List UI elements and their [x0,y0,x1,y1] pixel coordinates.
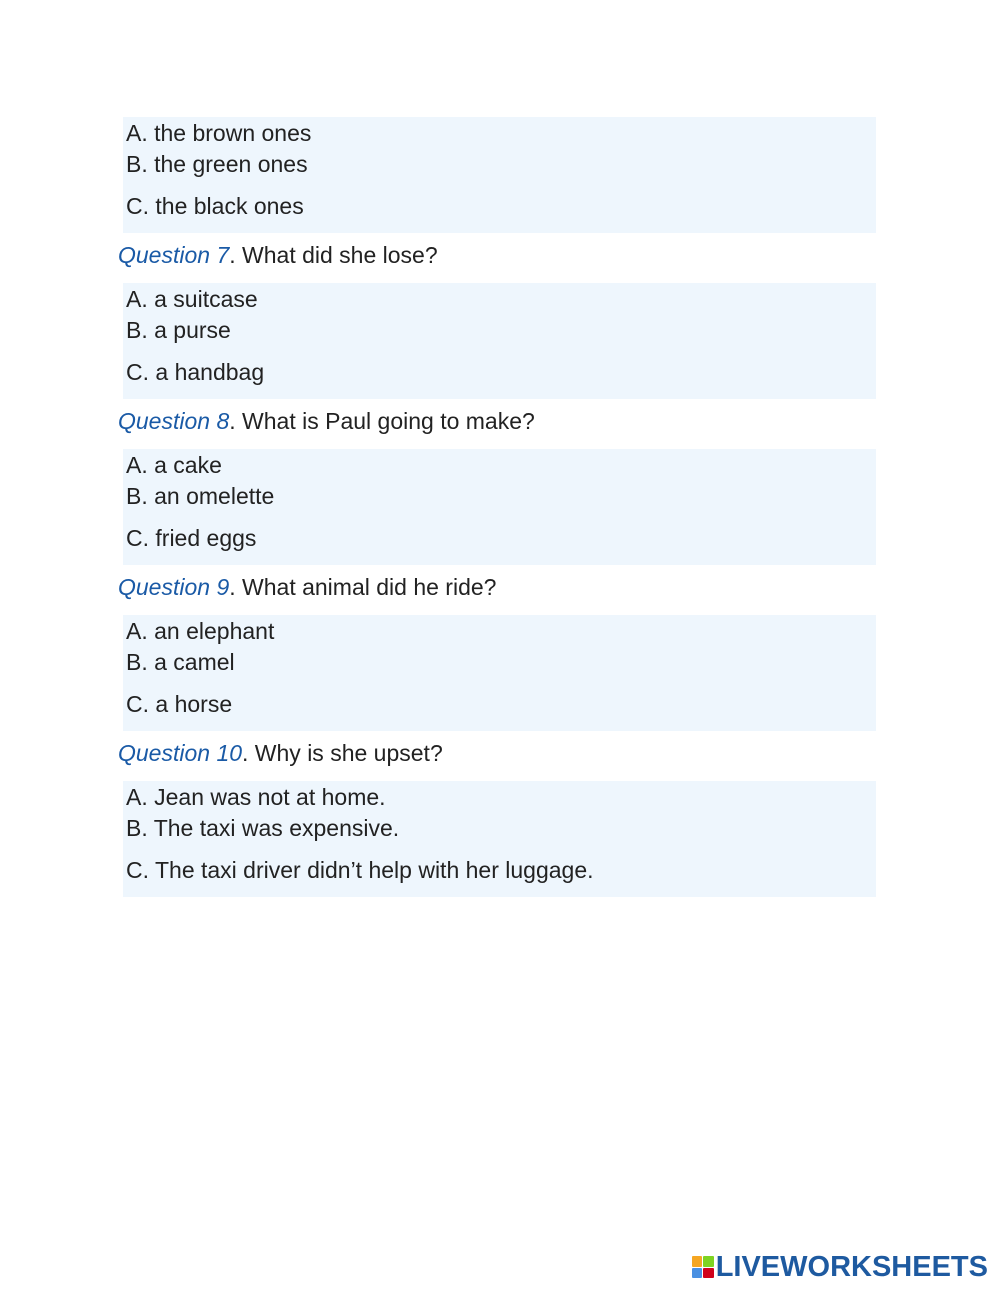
option-a[interactable]: A. the brown ones [126,120,312,146]
question-7 [118,231,878,281]
logo-cell [692,1268,703,1279]
option-b[interactable]: B. the green ones [126,151,308,177]
option-b[interactable]: B. a purse [126,317,231,343]
options-group-question-9 [123,615,876,731]
question-text: . What is Paul going to make? [229,408,535,434]
question-text: . Why is she upset? [242,740,443,766]
option-b[interactable]: B. an omelette [126,483,275,509]
question-text: . What animal did he ride? [229,574,497,600]
option-a[interactable]: A. an elephant [126,618,275,644]
option-c[interactable]: C. The taxi driver didn’t help with her luggage. [126,857,594,883]
question-label: Question 10 [118,740,243,766]
option-c[interactable]: C. fried eggs [126,525,257,551]
option-c[interactable]: C. a horse [126,691,233,717]
question-10 [118,729,878,779]
question-label: Question 9 [118,574,230,600]
option-a[interactable]: A. Jean was not at home. [126,784,386,810]
worksheet [118,117,878,897]
question-text: . What did she lose? [229,242,438,268]
option-c[interactable]: C. the black ones [126,193,304,219]
options-group-question-8 [123,449,876,565]
logo-cell [703,1256,714,1267]
option-b[interactable]: B. a camel [126,649,235,675]
option-c[interactable]: C. a handbag [126,359,265,385]
liveworksheets-logo-icon [692,1256,714,1278]
question-label: Question 8 [118,408,230,434]
question-label: Question 7 [118,242,230,268]
brand-name: LIVEWORKSHEETS [715,1250,988,1283]
logo-cell [692,1256,703,1267]
options-group-question-10 [123,781,876,897]
options-group-question-7 [123,283,876,399]
option-b[interactable]: B. The taxi was expensive. [126,815,400,841]
option-a[interactable]: A. a suitcase [126,286,258,312]
question-9 [118,563,878,613]
liveworksheets-brand [692,1252,988,1282]
logo-cell [703,1268,714,1279]
question-8 [118,397,878,447]
option-a[interactable]: A. a cake [126,452,222,478]
options-group-question-6 [123,117,876,233]
